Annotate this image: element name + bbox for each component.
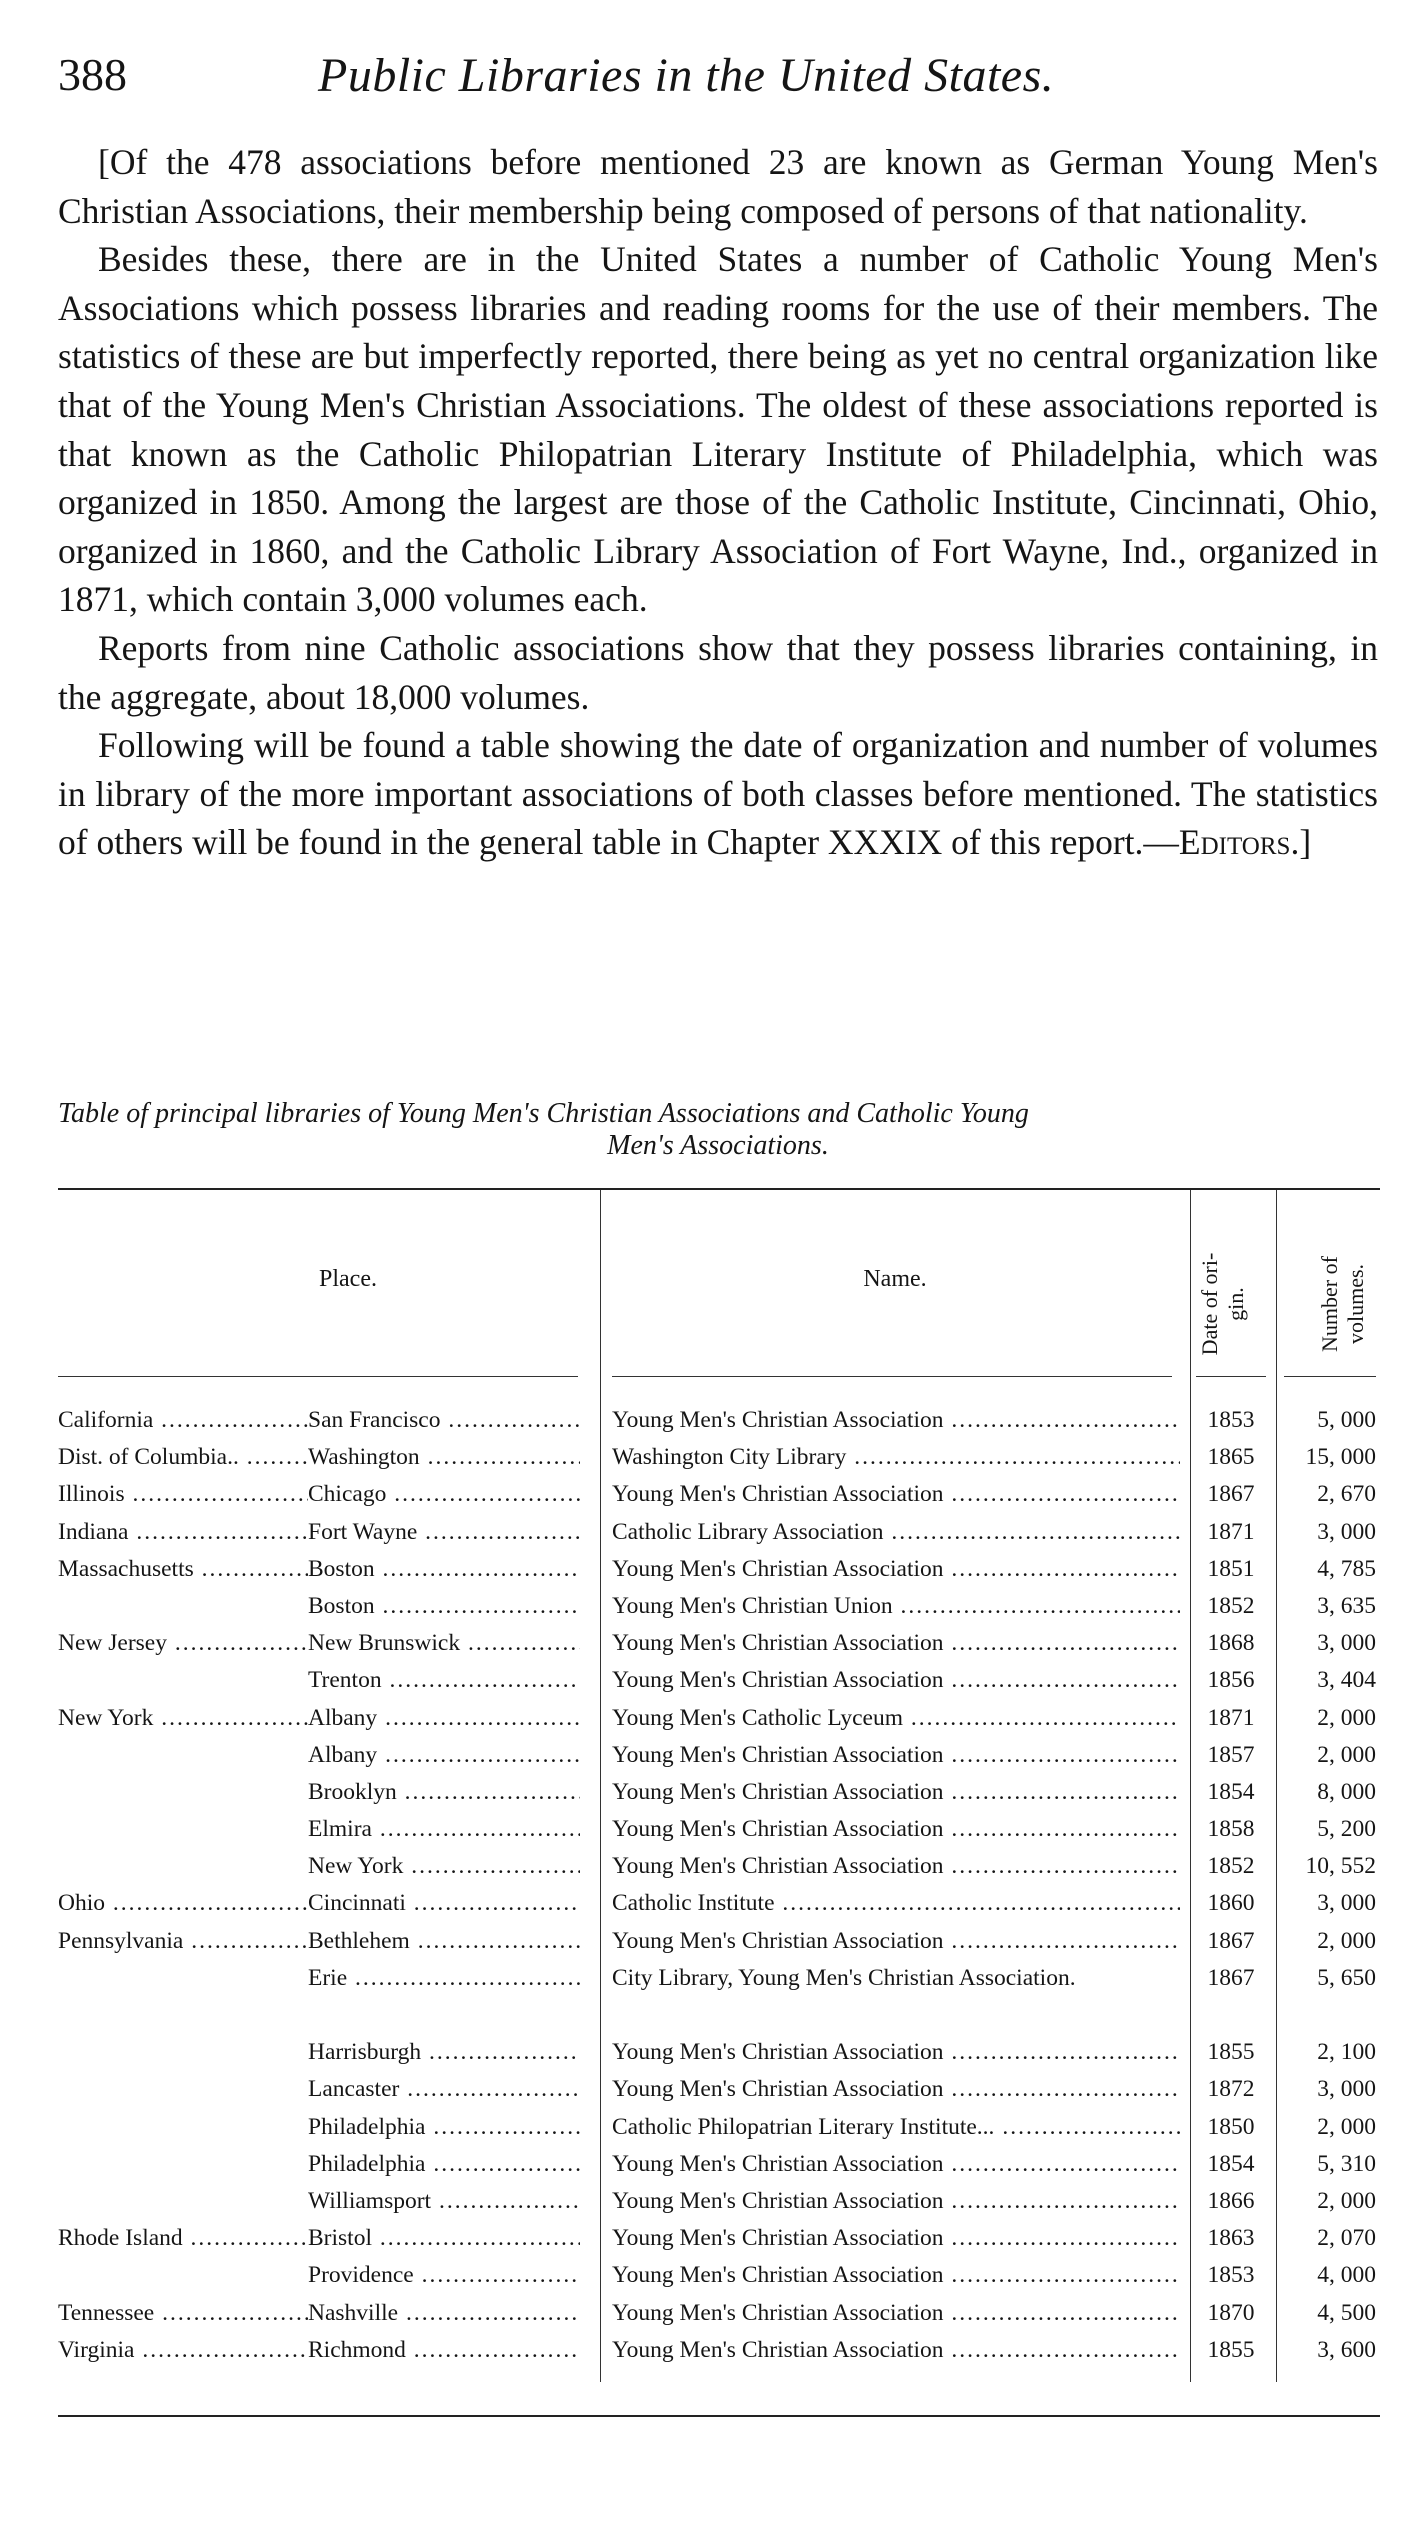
row-state-cell-text: Tennessee ..... [58, 2300, 308, 2326]
row-name-cell [612, 1737, 1180, 1774]
row-name-cell [612, 2183, 1180, 2220]
row-name-cell-text: Young Men's Catholic Lyceum ..... [612, 1705, 1180, 1731]
row-date-cell [1196, 1848, 1266, 1885]
row-city-cell-text: Brooklyn ..... [308, 1779, 580, 1805]
table-row [0, 1514, 1428, 1551]
row-state-cell-text: New Jersey ..... [58, 1630, 308, 1656]
row-city-cell [308, 1439, 580, 1476]
row-volumes-cell-text: 3, 000 [1317, 1630, 1376, 1657]
row-state-cell-text: Rhode Island ..... [58, 2225, 308, 2251]
row-date-cell [1196, 2071, 1266, 2108]
row-city-cell-text: Albany ..... [308, 1742, 580, 1768]
row-city-cell-text: Washington ..... [308, 1444, 580, 1470]
table-row [0, 2034, 1428, 2071]
row-volumes-cell [1284, 2183, 1376, 2220]
row-date-cell [1196, 1402, 1266, 1439]
row-name-cell-text: Young Men's Christian Association ..... [612, 2337, 1180, 2363]
row-volumes-cell-text: 2, 000 [1317, 1704, 1376, 1731]
row-city-cell [308, 1514, 580, 1551]
row-date-cell [1196, 2109, 1266, 2146]
row-date-cell-text: 1871 [1207, 1704, 1255, 1731]
row-name-cell-text: Catholic Institute ..... [612, 1890, 1180, 1916]
table-row [0, 1439, 1428, 1476]
row-state-cell-text: Virginia ..... [58, 2337, 308, 2363]
row-volumes-cell-text: 10, 552 [1305, 1853, 1376, 1880]
table-bottom-rule [58, 2415, 1380, 2417]
row-name-cell [612, 2109, 1180, 2146]
row-name-cell [612, 2071, 1180, 2108]
row-city-cell-text: Philadelphia ..... [308, 2114, 580, 2140]
row-date-cell-text: 1855 [1207, 2039, 1255, 2066]
row-date-cell [1196, 2332, 1266, 2369]
editors-signature: Editors. [1178, 822, 1300, 863]
row-volumes-cell [1284, 1960, 1376, 1997]
paragraph-catholic-associations: Besides these, there are in the United States a number of Catholic Young Men's Associations which possess libraries and reading rooms for the use of their members. The statistics of these are but imperfectly reported, there being as yet no central organization like that of the Young Men's Christian Associations. The oldest of these associations reported is that known as the Catholic Philopatrian Literary Institute of Philadelphia, which was organized in 1850. Among the largest are those of the Catholic Institute, Cincinnati, Ohio, organized in 1860, and the Catholic Library Association of Fort Wayne, Ind., organized in 1871, which contain 3,000 volumes each. [58, 239, 1378, 620]
row-name-cell [612, 1588, 1180, 1625]
table-row [0, 1476, 1428, 1513]
row-name-cell [612, 1476, 1180, 1513]
row-volumes-cell-text: 4, 000 [1317, 2262, 1376, 2289]
row-name-cell-text: Young Men's Christian Association ..... [612, 2151, 1180, 2177]
row-volumes-cell-text: 3, 600 [1317, 2336, 1376, 2363]
row-city-cell-text: Richmond ..... [308, 2337, 580, 2363]
row-name-cell [612, 1774, 1180, 1811]
row-volumes-cell-text: 8, 000 [1317, 1778, 1376, 1805]
row-volumes-cell [1284, 1662, 1376, 1699]
row-date-cell-text: 1853 [1207, 1407, 1255, 1433]
table-row [0, 1923, 1428, 1960]
row-name-cell [612, 1439, 1180, 1476]
row-name-cell [612, 2146, 1180, 2183]
row-volumes-cell [1284, 1588, 1376, 1625]
row-name-cell-text: Catholic Philopatrian Literary Institute... ..... [612, 2114, 1180, 2140]
table-row [0, 2109, 1428, 2146]
row-volumes-cell-text: 2, 070 [1317, 2225, 1376, 2252]
row-volumes-cell [1284, 1402, 1376, 1439]
row-volumes-cell-text: 2, 000 [1317, 1927, 1376, 1954]
row-city-cell [308, 1700, 580, 1737]
row-city-cell-text: Williamsport ..... [308, 2188, 580, 2214]
row-city-cell-text: Philadelphia ..... [308, 2151, 580, 2177]
row-date-cell [1196, 2183, 1266, 2220]
row-name-cell-text: Young Men's Christian Association ..... [612, 1667, 1180, 1693]
row-date-cell-text: 1854 [1207, 1778, 1255, 1805]
row-city-cell-text: Lancaster ..... [308, 2076, 580, 2102]
table-row [0, 1402, 1428, 1439]
row-date-cell [1196, 1662, 1266, 1699]
row-volumes-cell [1284, 2071, 1376, 2108]
table-row [0, 2183, 1428, 2220]
row-volumes-cell-text: 5, 650 [1317, 1964, 1376, 1991]
row-state-cell-text: Dist. of Columbia.. ..... [58, 1444, 308, 1470]
column-header-volumes: Number of volumes. [1317, 1256, 1368, 1352]
row-name-cell [612, 1848, 1180, 1885]
row-date-cell-text: 1852 [1207, 1592, 1255, 1619]
table-row [0, 2332, 1428, 2369]
row-date-cell-text: 1858 [1207, 1816, 1255, 1843]
row-city-cell-text: San Francisco ..... [308, 1407, 580, 1433]
row-city-cell [308, 1588, 580, 1625]
row-city-cell [308, 1774, 580, 1811]
editorial-note [58, 138, 1378, 867]
row-name-cell-text: Washington City Library ..... [612, 1444, 1180, 1470]
row-date-cell-text: 1866 [1207, 2187, 1255, 2214]
table-caption [58, 1098, 1378, 1162]
row-volumes-cell-text: 3, 635 [1317, 1592, 1376, 1619]
row-city-cell-text: Albany ..... [308, 1705, 580, 1731]
row-volumes-cell-text: 4, 785 [1317, 1555, 1376, 1582]
row-city-cell [308, 1551, 580, 1588]
row-name-cell-text: Young Men's Christian Association ..... [612, 1853, 1180, 1879]
row-city-cell [308, 1737, 580, 1774]
header-rule-name [612, 1376, 1172, 1377]
row-volumes-cell-text: 15, 000 [1305, 1444, 1376, 1471]
row-date-cell-text: 1856 [1207, 1667, 1255, 1694]
row-volumes-cell [1284, 1885, 1376, 1922]
row-name-cell [612, 1514, 1180, 1551]
row-volumes-cell-text: 2, 000 [1317, 2113, 1376, 2140]
row-name-cell [612, 1625, 1180, 1662]
row-volumes-cell [1284, 1737, 1376, 1774]
row-name-cell-text: Young Men's Christian Association ..... [612, 2300, 1180, 2326]
row-name-cell-text: Young Men's Christian Association ..... [612, 1928, 1180, 1954]
table-row [0, 1885, 1428, 1922]
row-name-cell-text: Young Men's Christian Association ..... [612, 1742, 1180, 1768]
row-city-cell [308, 1923, 580, 1960]
row-volumes-cell-text: 2, 670 [1317, 1481, 1376, 1508]
row-city-cell [308, 1625, 580, 1662]
row-state-cell [58, 1625, 308, 1662]
row-name-cell [612, 1662, 1180, 1699]
row-state-cell [58, 2295, 308, 2332]
row-date-cell [1196, 1588, 1266, 1625]
row-volumes-cell [1284, 1923, 1376, 1960]
table-top-rule [58, 1188, 1380, 1190]
row-date-cell [1196, 2257, 1266, 2294]
table-row [0, 1662, 1428, 1699]
row-state-cell-text: Ohio ..... [58, 1890, 308, 1916]
row-state-cell [58, 1700, 308, 1737]
table-body [0, 1402, 1428, 2369]
row-city-cell [308, 2109, 580, 2146]
row-date-cell [1196, 1514, 1266, 1551]
row-city-cell-text: Providence ..... [308, 2262, 580, 2288]
row-name-cell [612, 1700, 1180, 1737]
table-row [0, 1588, 1428, 1625]
row-name-cell-text: Young Men's Christian Association ..... [612, 2188, 1180, 2214]
row-name-cell [612, 2295, 1180, 2332]
row-date-cell-text: 1865 [1207, 1444, 1255, 1471]
row-name-cell [612, 1402, 1180, 1439]
row-volumes-cell-text: 3, 000 [1317, 1518, 1376, 1545]
row-name-cell-text: Young Men's Christian Association ..... [612, 1407, 1180, 1433]
table-row [0, 2146, 1428, 2183]
table-row [0, 1551, 1428, 1588]
row-state-cell-text: Massachusetts ..... [58, 1556, 308, 1582]
paragraph-following-table [58, 721, 1378, 867]
paragraph-reports: Reports from nine Catholic associations show that they possess libraries containing, in the aggregate, about 18,000 volumes. [58, 627, 1378, 717]
header-rule-place [58, 1376, 578, 1377]
row-city-cell-text: Chicago ..... [308, 1481, 580, 1507]
row-date-cell-text: 1860 [1207, 1890, 1255, 1917]
row-city-cell-text: Bristol ..... [308, 2225, 580, 2251]
table-row [0, 2257, 1428, 2294]
row-state-cell-text: Pennsylvania ..... [58, 1928, 308, 1954]
row-city-cell-text: Boston ..... [308, 1556, 580, 1582]
row-date-cell [1196, 1774, 1266, 1811]
row-date-cell [1196, 2220, 1266, 2257]
row-date-cell [1196, 1476, 1266, 1513]
row-name-cell [612, 2257, 1180, 2294]
row-date-cell-text: 1852 [1207, 1853, 1255, 1880]
table-row [0, 2220, 1428, 2257]
row-state-cell-text: New York ..... [58, 1705, 308, 1731]
row-name-cell [612, 1885, 1180, 1922]
row-state-cell [58, 1402, 308, 1439]
row-name-cell-text: Young Men's Christian Association ..... [612, 1630, 1180, 1656]
row-date-cell-text: 1855 [1207, 2336, 1255, 2363]
row-name-cell-text: Young Men's Christian Association ..... [612, 2225, 1180, 2251]
row-date-cell [1196, 1551, 1266, 1588]
row-city-cell [308, 2034, 580, 2071]
row-city-cell-text: Elmira ..... [308, 1816, 580, 1842]
row-name-cell-text: Young Men's Christian Association ..... [612, 1816, 1180, 1842]
row-city-cell-text: Trenton ..... [308, 1667, 580, 1693]
row-volumes-cell [1284, 2295, 1376, 2332]
row-name-cell [612, 1923, 1180, 1960]
row-state-cell-text: Indiana ..... [58, 1519, 308, 1545]
row-city-cell-text: Bethlehem ..... [308, 1928, 580, 1954]
row-date-cell [1196, 1923, 1266, 1960]
row-date-cell-text: 1854 [1207, 2150, 1255, 2177]
paragraph-german-associations: [Of the 478 associations before mentioned 23 are known as German Young Men's Christian Associations, their membership being composed of persons of that nationality. [58, 142, 1378, 231]
row-date-cell [1196, 1625, 1266, 1662]
row-date-cell [1196, 1811, 1266, 1848]
row-city-cell [308, 1960, 580, 1997]
row-state-cell [58, 1439, 308, 1476]
row-name-cell [612, 1551, 1180, 1588]
row-volumes-cell-text: 5, 200 [1317, 1816, 1376, 1843]
row-date-cell [1196, 1885, 1266, 1922]
row-volumes-cell [1284, 1439, 1376, 1476]
row-city-cell-text: Nashville ..... [308, 2300, 580, 2326]
row-state-cell-text: California ..... [58, 1407, 308, 1433]
table-row [0, 2295, 1428, 2332]
row-city-cell-text: Fort Wayne ..... [308, 1519, 580, 1545]
row-date-cell [1196, 1737, 1266, 1774]
row-date-cell-text: 1851 [1207, 1555, 1255, 1582]
row-name-cell-text: Young Men's Christian Association ..... [612, 1481, 1180, 1507]
row-date-cell-text: 1850 [1207, 2113, 1255, 2140]
row-volumes-cell [1284, 1551, 1376, 1588]
row-state-cell [58, 1476, 308, 1513]
row-volumes-cell [1284, 1476, 1376, 1513]
row-name-cell-text: City Library, Young Men's Christian Association. [612, 1964, 1076, 1991]
row-volumes-cell-text: 3, 000 [1317, 2076, 1376, 2103]
row-volumes-cell-text: 2, 100 [1317, 2039, 1376, 2066]
row-date-cell-text: 1868 [1207, 1630, 1255, 1657]
row-city-cell [308, 1662, 580, 1699]
row-name-cell-text: Young Men's Christian Association ..... [612, 2039, 1180, 2065]
row-date-cell-text: 1871 [1207, 1518, 1255, 1545]
row-volumes-cell-text: 4, 500 [1317, 2299, 1376, 2326]
column-header-place: Place. [319, 1266, 377, 1292]
row-state-cell [58, 2332, 308, 2369]
row-volumes-cell-text: 2, 000 [1317, 1741, 1376, 1768]
row-volumes-cell [1284, 2034, 1376, 2071]
row-city-cell [308, 2257, 580, 2294]
table-row [0, 1960, 1428, 2034]
table-row [0, 1737, 1428, 1774]
table-caption-line-1: Table of principal libraries of Young Men's Christian Associations and Catholic Young [58, 1098, 1029, 1129]
row-date-cell [1196, 2146, 1266, 2183]
row-date-cell [1196, 1700, 1266, 1737]
row-name-cell [612, 1960, 1180, 1997]
row-volumes-cell [1284, 2109, 1376, 2146]
row-name-cell [612, 2220, 1180, 2257]
row-volumes-cell [1284, 2257, 1376, 2294]
row-volumes-cell-text: 5, 000 [1317, 1407, 1376, 1433]
row-volumes-cell [1284, 2220, 1376, 2257]
row-city-cell [308, 1811, 580, 1848]
row-date-cell [1196, 1960, 1266, 1997]
row-city-cell [308, 1885, 580, 1922]
row-date-cell-text: 1870 [1207, 2299, 1255, 2326]
row-name-cell-text: Young Men's Christian Association ..... [612, 2262, 1180, 2288]
table-row [0, 2071, 1428, 2108]
table-row [0, 1774, 1428, 1811]
row-date-cell [1196, 2295, 1266, 2332]
row-volumes-cell [1284, 1774, 1376, 1811]
row-volumes-cell [1284, 1514, 1376, 1551]
closing-bracket: ] [1299, 822, 1312, 863]
row-name-cell-text: Catholic Library Association ..... [612, 1519, 1180, 1545]
row-city-cell [308, 2220, 580, 2257]
row-city-cell [308, 1476, 580, 1513]
row-name-cell [612, 2332, 1180, 2369]
running-title: Public Libraries in the United States. [318, 49, 1055, 102]
row-volumes-cell [1284, 1625, 1376, 1662]
row-date-cell-text: 1857 [1207, 1741, 1255, 1768]
row-city-cell-text: New Brunswick ..... [308, 1630, 580, 1656]
row-volumes-cell [1284, 2146, 1376, 2183]
row-state-cell [58, 1514, 308, 1551]
paragraph-following-text: Following will be found a table showing the date of organization and number of volumes in library of the more important associations of both classes before mentioned. The statistics of others will be found in the general table in Chapter XXXIX of this report.— [58, 725, 1378, 863]
column-header-name: Name. [863, 1266, 927, 1292]
table-row [0, 1625, 1428, 1662]
row-volumes-cell [1284, 2332, 1376, 2369]
row-city-cell [308, 2332, 580, 2369]
table-row [0, 1700, 1428, 1737]
row-city-cell [308, 2295, 580, 2332]
row-name-cell [612, 2034, 1180, 2071]
row-name-cell-text: Young Men's Christian Union ..... [612, 1593, 1180, 1619]
row-date-cell-text: 1867 [1207, 1927, 1255, 1954]
row-state-cell [58, 2220, 308, 2257]
row-date-cell-text: 1853 [1207, 2262, 1255, 2289]
column-header-date: Date of ori- gin. [1197, 1252, 1248, 1356]
row-city-cell-text: Harrisburgh ..... [308, 2039, 580, 2065]
row-name-cell [612, 1811, 1180, 1848]
row-state-cell [58, 1885, 308, 1922]
row-volumes-cell-text: 2, 000 [1317, 2187, 1376, 2214]
table-row [0, 1848, 1428, 1885]
row-city-cell [308, 2183, 580, 2220]
row-volumes-cell [1284, 1848, 1376, 1885]
row-date-cell-text: 1867 [1207, 1964, 1255, 1991]
row-volumes-cell-text: 3, 000 [1317, 1890, 1376, 1917]
row-name-cell-text: Young Men's Christian Association ..... [612, 2076, 1180, 2102]
table-row [0, 1811, 1428, 1848]
row-state-cell-text: Illinois ..... [58, 1481, 308, 1507]
table-caption-line-2: Men's Associations. [607, 1130, 829, 1161]
row-city-cell-text: Cincinnati ..... [308, 1890, 580, 1916]
row-date-cell-text: 1863 [1207, 2225, 1255, 2252]
row-volumes-cell-text: 3, 404 [1317, 1667, 1376, 1694]
row-state-cell [58, 1923, 308, 1960]
row-city-cell-text: New York ..... [308, 1853, 580, 1879]
running-head [58, 48, 1368, 114]
row-volumes-cell [1284, 1700, 1376, 1737]
row-name-cell-text: Young Men's Christian Association ..... [612, 1779, 1180, 1805]
row-name-cell-text: Young Men's Christian Association ..... [612, 1556, 1180, 1582]
row-city-cell [308, 2146, 580, 2183]
row-city-cell [308, 1402, 580, 1439]
row-volumes-cell [1284, 1811, 1376, 1848]
row-date-cell [1196, 2034, 1266, 2071]
row-date-cell [1196, 1439, 1266, 1476]
row-date-cell-text: 1867 [1207, 1481, 1255, 1508]
row-volumes-cell-text: 5, 310 [1317, 2150, 1376, 2177]
row-date-cell-text: 1872 [1207, 2076, 1255, 2103]
row-city-cell [308, 2071, 580, 2108]
row-state-cell [58, 1551, 308, 1588]
row-city-cell [308, 1848, 580, 1885]
row-city-cell-text: Boston ..... [308, 1593, 580, 1619]
page-number: 388 [58, 49, 127, 100]
row-city-cell-text: Erie ..... [308, 1965, 580, 1991]
